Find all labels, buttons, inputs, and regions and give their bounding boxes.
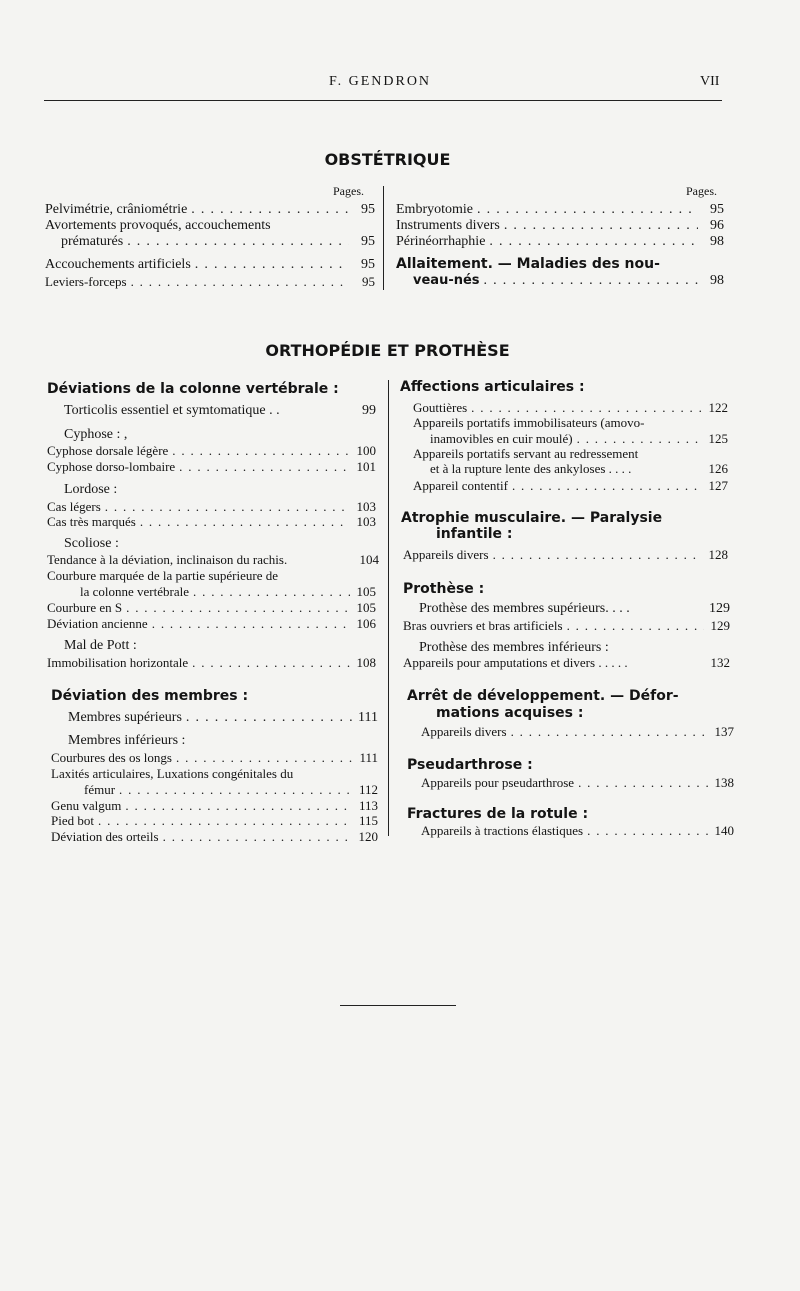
toc-entry: Cyphose dorsale légère . . . 100 bbox=[47, 443, 376, 458]
toc-entry: Appareils portatifs immobilisateurs (amovo- bbox=[413, 415, 645, 430]
toc-heading: Allaitement. — Maladies des nou- bbox=[396, 256, 660, 272]
toc-entry: Avortements provoqués, accouchements bbox=[45, 218, 271, 233]
toc-heading: Déviations de la colonne vertébrale : bbox=[47, 381, 339, 397]
running-header-author: F. GENDRON bbox=[328, 74, 432, 89]
toc-entry: Instruments divers . . . 96 bbox=[396, 218, 724, 233]
toc-heading: Arrêt de développement. — Défor- bbox=[407, 688, 679, 704]
toc-entry: Appareil contentif . . . 127 bbox=[413, 478, 728, 493]
toc-entry: prématurés . . . 95 bbox=[61, 234, 375, 249]
toc-entry: Appareils pour pseudarthrose . . . 138 bbox=[421, 775, 734, 790]
section-title-obstetrique: OBSTÉTRIQUE bbox=[324, 150, 451, 169]
toc-entry: Pelvimétrie, crâniométrie . . . 95 bbox=[45, 202, 375, 217]
toc-subheading: Scoliose : bbox=[64, 536, 119, 551]
toc-entry: Pied bot . . . 115 bbox=[51, 813, 378, 828]
toc-entry: Appareils à tractions élastiques . . . 140 bbox=[421, 823, 734, 838]
toc-entry: Immobilisation horizontale . . . 108 bbox=[47, 655, 376, 670]
toc-entry: Cas légers . . . 103 bbox=[47, 499, 376, 514]
toc-heading: Prothèse : bbox=[403, 581, 485, 597]
toc-entry: inamovibles en cuir moulé) . . . 125 bbox=[430, 431, 728, 446]
toc-entry: veau-nés . . . 98 bbox=[413, 273, 724, 288]
toc-entry: Genu valgum . . . 113 bbox=[51, 798, 378, 813]
toc-entry: Appareils pour amputations et divers . . . . . 132 bbox=[403, 655, 730, 670]
toc-entry: Courbures des os longs . . . 111 bbox=[51, 750, 378, 765]
toc-entry: Périnéorrhaphie . . . 98 bbox=[396, 234, 724, 249]
toc-entry: Bras ouvriers et bras artificiels . . . 129 bbox=[403, 618, 730, 633]
toc-entry: Membres supérieurs . . . 111 bbox=[68, 710, 378, 725]
page-number: VII bbox=[700, 74, 720, 89]
toc-heading: infantile : bbox=[436, 526, 513, 542]
toc-heading: Déviation des membres : bbox=[51, 688, 249, 704]
toc-subheading: Mal de Pott : bbox=[64, 638, 137, 653]
toc-entry: Cas très marqués . . . 103 bbox=[47, 514, 376, 529]
pages-column-label-left: Pages. bbox=[333, 184, 364, 198]
column-divider bbox=[383, 186, 384, 290]
toc-entry: Courbure en S . . . 105 bbox=[47, 600, 376, 615]
toc-subheading: Prothèse des membres inférieurs : bbox=[419, 640, 609, 655]
toc-entry: Accouchements artificiels . . . 95 bbox=[45, 257, 375, 272]
toc-entry: et à la rupture lente des ankyloses . . . . 126 bbox=[430, 461, 728, 476]
header-rule bbox=[44, 100, 722, 101]
toc-entry: Appareils divers . . . 137 bbox=[421, 724, 734, 739]
toc-subheading: Lordose : bbox=[64, 482, 118, 497]
toc-entry: Embryotomie . . . 95 bbox=[396, 202, 724, 217]
toc-entry: Déviation ancienne . . . 106 bbox=[47, 616, 376, 631]
section-title-orthopedie: ORTHOPÉDIE ET PROTHÈSE bbox=[265, 341, 510, 360]
toc-entry: Déviation des orteils . . . 120 bbox=[51, 829, 378, 844]
toc-subheading: Membres inférieurs : bbox=[68, 733, 186, 748]
closing-rule bbox=[340, 1005, 456, 1006]
toc-subheading: Cyphose : , bbox=[64, 427, 128, 442]
toc-entry: Prothèse des membres supérieurs. . . . 129 bbox=[419, 601, 730, 616]
toc-entry: Laxités articulaires, Luxations congénitales du bbox=[51, 766, 294, 781]
toc-heading: Fractures de la rotule : bbox=[407, 806, 589, 822]
toc-heading: Affections articulaires : bbox=[400, 379, 585, 395]
toc-entry: Cyphose dorso-lombaire . . . 101 bbox=[47, 459, 376, 474]
toc-entry: la colonne vertébrale . . . 105 bbox=[80, 584, 376, 599]
pages-column-label-right: Pages. bbox=[686, 184, 717, 198]
toc-entry: Leviers-forceps . . . 95 bbox=[45, 274, 375, 289]
toc-entry: Courbure marquée de la partie supérieure de bbox=[47, 568, 279, 583]
toc-heading: Pseudarthrose : bbox=[407, 757, 533, 773]
toc-entry: Gouttières . . . 122 bbox=[413, 400, 728, 415]
toc-entry: fémur . . . 112 bbox=[84, 782, 378, 797]
toc-entry: Appareils divers . . . 128 bbox=[403, 547, 728, 562]
toc-entry: Tendance à la déviation, inclinaison du rachis. 104 bbox=[47, 552, 379, 567]
column-divider bbox=[388, 380, 389, 836]
toc-entry: Appareils portatifs servant au redressement bbox=[413, 446, 639, 461]
toc-entry: Torticolis essentiel et symtomatique . . 99 bbox=[64, 403, 376, 418]
toc-heading: mations acquises : bbox=[436, 705, 584, 721]
toc-heading: Atrophie musculaire. — Paralysie bbox=[401, 510, 663, 526]
